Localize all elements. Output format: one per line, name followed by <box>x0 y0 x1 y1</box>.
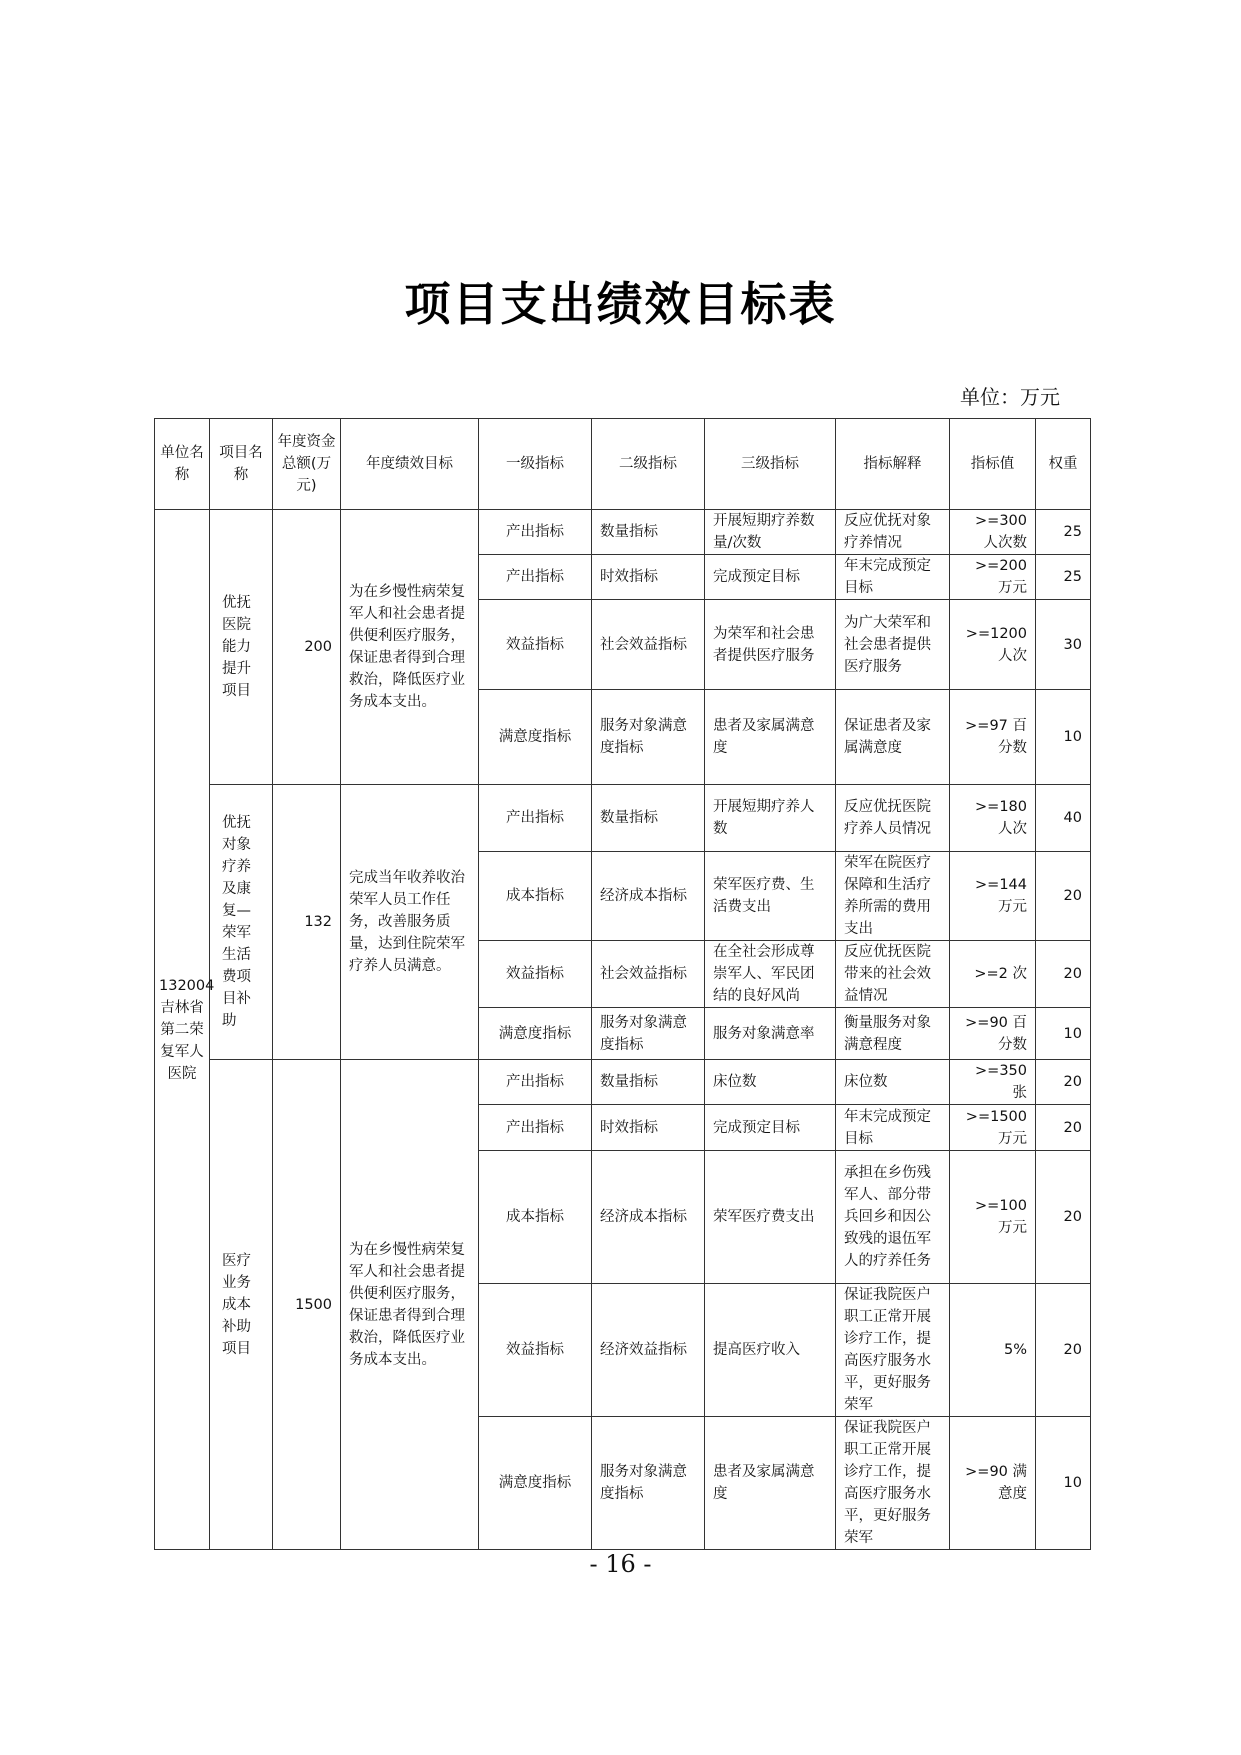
header-unit-name: 单位名称 <box>155 419 210 510</box>
page-title: 项目支出绩效目标表 <box>404 277 837 331</box>
table-row <box>155 1060 1091 1105</box>
level1-indicator: 成本指标 <box>479 1151 592 1284</box>
header-level2: 二级指标 <box>592 419 705 510</box>
header-project-name: 项目名称 <box>210 419 273 510</box>
level1-indicator: 产出指标 <box>479 785 592 852</box>
indicator-value: >=180 人次 <box>950 785 1036 852</box>
header-annual-goal: 年度绩效目标 <box>341 419 479 510</box>
level1-indicator: 产出指标 <box>479 1105 592 1151</box>
indicator-value: >=1500 万元 <box>950 1105 1036 1151</box>
level3-indicator: 开展短期疗养数量/次数 <box>705 510 836 555</box>
indicator-value: >=97 百分数 <box>950 690 1036 785</box>
indicator-weight: 20 <box>1036 1060 1091 1105</box>
indicator-explain: 荣军在院医疗保障和生活疗养所需的费用支出 <box>836 852 950 941</box>
project-name: 医疗业务成本补助项目 <box>210 1060 273 1550</box>
level2-indicator: 社会效益指标 <box>592 600 705 690</box>
unit-name-cell: 132004吉林省第二荣复军人医院 <box>155 510 210 1550</box>
indicator-value: >=1200 人次 <box>950 600 1036 690</box>
table-row <box>155 785 1091 852</box>
level2-indicator: 数量指标 <box>592 1060 705 1105</box>
project-amount: 200 <box>273 510 341 785</box>
page-number: - 16 - <box>589 1550 652 1578</box>
indicator-weight: 20 <box>1036 941 1091 1008</box>
header-value: 指标值 <box>950 419 1036 510</box>
indicator-weight: 20 <box>1036 1151 1091 1284</box>
level1-indicator: 成本指标 <box>479 852 592 941</box>
project-goal: 为在乡慢性病荣复军人和社会患者提供便利医疗服务，保证患者得到合理救治，降低医疗业务成本支出。 <box>341 1060 479 1550</box>
indicator-weight: 10 <box>1036 690 1091 785</box>
level1-indicator: 满意度指标 <box>479 690 592 785</box>
indicator-weight: 25 <box>1036 510 1091 555</box>
indicator-value: 5% <box>950 1284 1036 1417</box>
level3-indicator: 荣军医疗费、生活费支出 <box>705 852 836 941</box>
level3-indicator: 患者及家属满意度 <box>705 690 836 785</box>
project-name: 优抚医院能力提升项目 <box>210 510 273 785</box>
level3-indicator: 床位数 <box>705 1060 836 1105</box>
project-goal: 为在乡慢性病荣复军人和社会患者提供便利医疗服务，保证患者得到合理救治，降低医疗业务成本支出。 <box>341 510 479 785</box>
header-row <box>155 419 1091 510</box>
indicator-explain: 为广大荣军和社会患者提供医疗服务 <box>836 600 950 690</box>
indicator-value: >=90 满意度 <box>950 1417 1036 1550</box>
project-amount: 132 <box>273 785 341 1060</box>
indicator-explain: 年末完成预定目标 <box>836 555 950 600</box>
level1-indicator: 产出指标 <box>479 510 592 555</box>
indicator-weight: 10 <box>1036 1417 1091 1550</box>
project-amount: 1500 <box>273 1060 341 1550</box>
level2-indicator: 时效指标 <box>592 555 705 600</box>
level1-indicator: 效益指标 <box>479 1284 592 1417</box>
level2-indicator: 数量指标 <box>592 510 705 555</box>
indicator-weight: 30 <box>1036 600 1091 690</box>
indicator-value: >=2 次 <box>950 941 1036 1008</box>
indicator-explain: 保证我院医户职工正常开展诊疗工作，提高医疗服务水平，更好服务荣军 <box>836 1417 950 1550</box>
indicator-weight: 10 <box>1036 1008 1091 1060</box>
indicator-weight: 20 <box>1036 1105 1091 1151</box>
indicator-weight: 25 <box>1036 555 1091 600</box>
indicator-explain: 反应优抚对象疗养情况 <box>836 510 950 555</box>
indicator-value: >=144 万元 <box>950 852 1036 941</box>
indicator-value: >=200 万元 <box>950 555 1036 600</box>
level3-indicator: 完成预定目标 <box>705 555 836 600</box>
indicator-weight: 40 <box>1036 785 1091 852</box>
level1-indicator: 效益指标 <box>479 600 592 690</box>
level2-indicator: 社会效益指标 <box>592 941 705 1008</box>
indicator-explain: 保证我院医户职工正常开展诊疗工作，提高医疗服务水平，更好服务荣军 <box>836 1284 950 1417</box>
level3-indicator: 完成预定目标 <box>705 1105 836 1151</box>
level2-indicator: 数量指标 <box>592 785 705 852</box>
header-level1: 一级指标 <box>479 419 592 510</box>
header-explain: 指标解释 <box>836 419 950 510</box>
table-row <box>155 510 1091 555</box>
level1-indicator: 满意度指标 <box>479 1417 592 1550</box>
indicator-explain: 衡量服务对象满意程度 <box>836 1008 950 1060</box>
indicator-weight: 20 <box>1036 1284 1091 1417</box>
level3-indicator: 提高医疗收入 <box>705 1284 836 1417</box>
indicator-explain: 承担在乡伤残军人、部分带兵回乡和因公致残的退伍军人的疗养任务 <box>836 1151 950 1284</box>
indicator-explain: 床位数 <box>836 1060 950 1105</box>
header-level3: 三级指标 <box>705 419 836 510</box>
level3-indicator: 在全社会形成尊崇军人、军民团结的良好风尚 <box>705 941 836 1008</box>
level3-indicator: 为荣军和社会患者提供医疗服务 <box>705 600 836 690</box>
indicator-value: >=350 张 <box>950 1060 1036 1105</box>
indicator-value: >=100 万元 <box>950 1151 1036 1284</box>
level1-indicator: 满意度指标 <box>479 1008 592 1060</box>
level1-indicator: 产出指标 <box>479 1060 592 1105</box>
level1-indicator: 效益指标 <box>479 941 592 1008</box>
indicator-explain: 反应优抚医院疗养人员情况 <box>836 785 950 852</box>
indicator-weight: 20 <box>1036 852 1091 941</box>
level1-indicator: 产出指标 <box>479 555 592 600</box>
indicator-value: >=300 人次数 <box>950 510 1036 555</box>
level2-indicator: 时效指标 <box>592 1105 705 1151</box>
project-goal: 完成当年收养收治荣军人员工作任务，改善服务质量，达到住院荣军疗养人员满意。 <box>341 785 479 1060</box>
level3-indicator: 荣军医疗费支出 <box>705 1151 836 1284</box>
level2-indicator: 服务对象满意度指标 <box>592 1008 705 1060</box>
header-annual-amount: 年度资金总额(万元) <box>273 419 341 510</box>
unit-label: 单位：万元 <box>960 385 1060 409</box>
level2-indicator: 经济成本指标 <box>592 1151 705 1284</box>
level2-indicator: 经济效益指标 <box>592 1284 705 1417</box>
indicator-explain: 反应优抚医院带来的社会效益情况 <box>836 941 950 1008</box>
indicator-explain: 保证患者及家属满意度 <box>836 690 950 785</box>
level3-indicator: 患者及家属满意度 <box>705 1417 836 1550</box>
performance-target-table <box>154 418 1091 1550</box>
header-weight: 权重 <box>1036 419 1091 510</box>
level2-indicator: 经济成本指标 <box>592 852 705 941</box>
indicator-explain: 年末完成预定目标 <box>836 1105 950 1151</box>
indicator-value: >=90 百分数 <box>950 1008 1036 1060</box>
level2-indicator: 服务对象满意度指标 <box>592 1417 705 1550</box>
level2-indicator: 服务对象满意度指标 <box>592 690 705 785</box>
project-name: 优抚对象疗养及康复—荣军生活费项目补助 <box>210 785 273 1060</box>
level3-indicator: 开展短期疗养人数 <box>705 785 836 852</box>
level3-indicator: 服务对象满意率 <box>705 1008 836 1060</box>
